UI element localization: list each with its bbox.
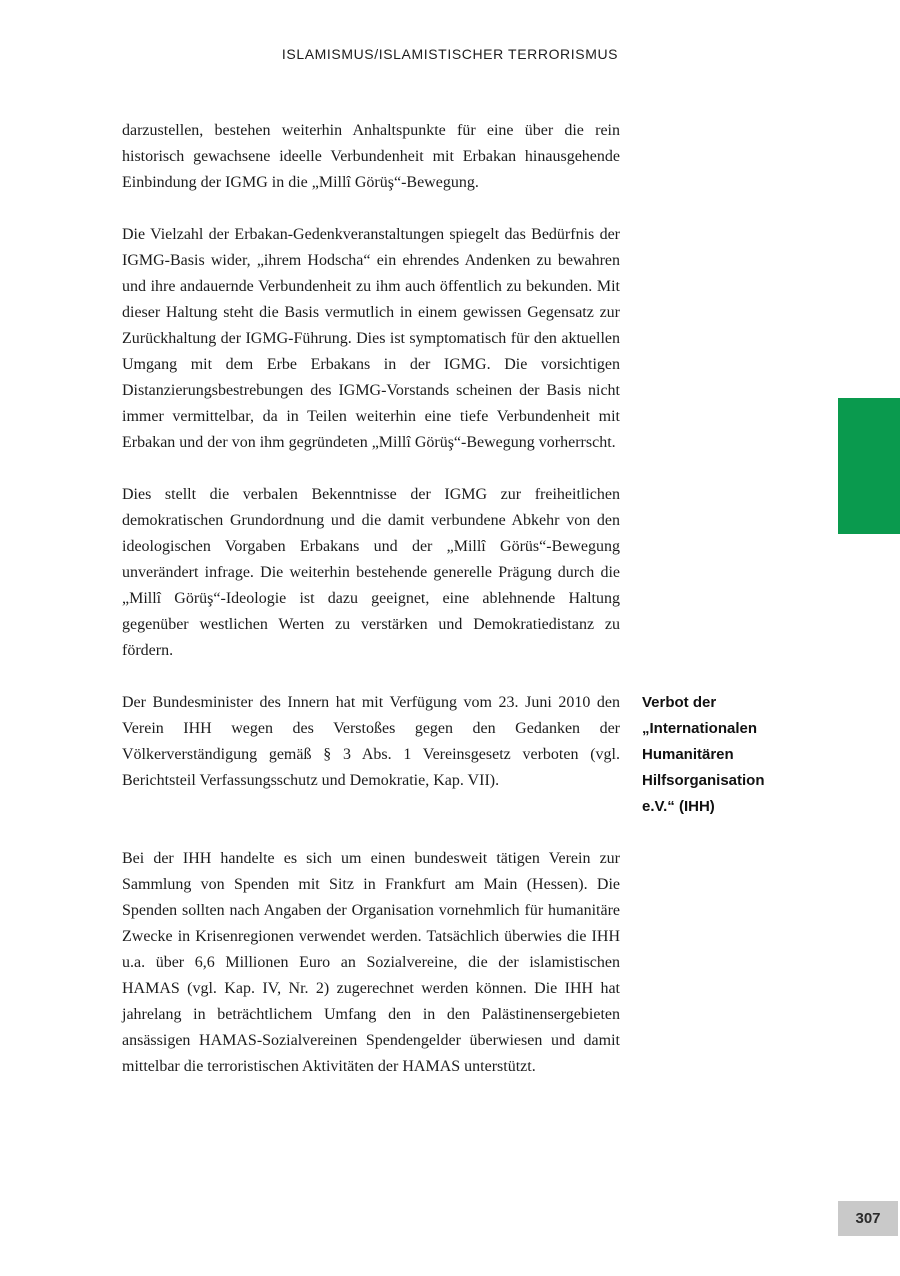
page-number-badge: 307 [838, 1201, 898, 1236]
body-paragraph: darzustellen, bestehen weiterhin Anhaltspunkte für eine über die rein historisch gewachsene ideelle Verbundenheit mit Erbakan hinausgehende Einbindung der IGMG in die „Millî Görüş“-Bewegung. [122, 122, 620, 191]
body-column [122, 690, 620, 794]
margin-note-line: Verbot der [642, 694, 717, 711]
running-header: ISLAMISMUS/ISLAMISTISCHER TERRORISMUS [281, 46, 619, 62]
paragraph-row [122, 222, 822, 456]
page-content [122, 118, 822, 1080]
body-column [122, 482, 620, 664]
paragraph-row [122, 690, 822, 820]
margin-note-line: Humanitären [642, 746, 734, 763]
body-column [122, 846, 620, 1080]
margin-note-line: e.V.“ (IHH) [642, 798, 715, 815]
body-paragraph: Dies stellt die verbalen Bekenntnisse der IGMG zur freiheitlichen demokratischen Grundordnung und die damit verbundene Abkehr von den ideologischen Vorgaben Erbakans und der „Millî Görüs“-Bewegung unverändert infrage. Die weiterhin bestehende generelle Prägung durch die „Millî Görüş“-Ideologie ist dazu geeignet, eine ablehnende Haltung gegenüber westlichen Werten zu verstärken und Demokratiedistanz zu fördern. [122, 486, 620, 659]
chapter-edge-tab [838, 398, 900, 534]
body-paragraph: Der Bundesminister des Innern hat mit Verfügung vom 23. Juni 2010 den Verein IHH wegen des Verstoßes gegen den Gedanken der Völkerverständigung gemäß § 3 Abs. 1 Vereinsgesetz verboten (vgl. Berichtsteil Verfassungsschutz und Demokratie, Kap. VII). [122, 694, 620, 789]
paragraph-row [122, 118, 822, 196]
margin-note-line: „Internationalen [642, 720, 758, 737]
paragraph-row [122, 482, 822, 664]
margin-note [642, 690, 802, 820]
margin-note-line: Hilfsorganisation [642, 772, 765, 789]
body-column [122, 222, 620, 456]
body-paragraph: Bei der IHH handelte es sich um einen bundesweit tätigen Verein zur Sammlung von Spenden mit Sitz in Frankfurt am Main (Hessen). Die Spenden sollten nach Angaben der Organisation vornehmlich für humanitäre Zwecke in Krisenregionen verwendet werden. Tatsächlich überwies die IHH u.a. über 6,6 Millionen Euro an Sozialvereine, die der islamistischen HAMAS (vgl. Kap. IV, Nr. 2) zugerechnet werden können. Die IHH hat jahrelang in beträchtlichem Umfang den in den Palästinensergebieten ansässigen HAMAS-Sozialvereinen Spendengelder überwiesen und damit mittelbar die terroristischen Aktivitäten der HAMAS unterstützt. [122, 850, 620, 1075]
paragraph-row [122, 846, 822, 1080]
body-column [122, 118, 620, 196]
body-paragraph: Die Vielzahl der Erbakan-Gedenkveranstaltungen spiegelt das Bedürfnis der IGMG-Basis wider, „ihrem Hodscha“ ein ehrendes Andenken zu bewahren und ihre andauernde Verbundenheit zu ihm auch öffentlich zu bekunden. Mit dieser Haltung steht die Basis vermutlich in einem gewissen Gegensatz zur Zurückhaltung der IGMG-Führung. Dies ist symptomatisch für den aktuellen Umgang mit dem Erbe Erbakans in der IGMG. Die vorsichtigen Distanzierungsbestrebungen des IGMG-Vorstands scheinen der Basis nicht immer vermittelbar, da in Teilen weiterhin eine tiefe Verbundenheit mit Erbakan und der von ihm gegründeten „Millî Görüş“-Bewegung vorherrscht. [122, 226, 620, 451]
